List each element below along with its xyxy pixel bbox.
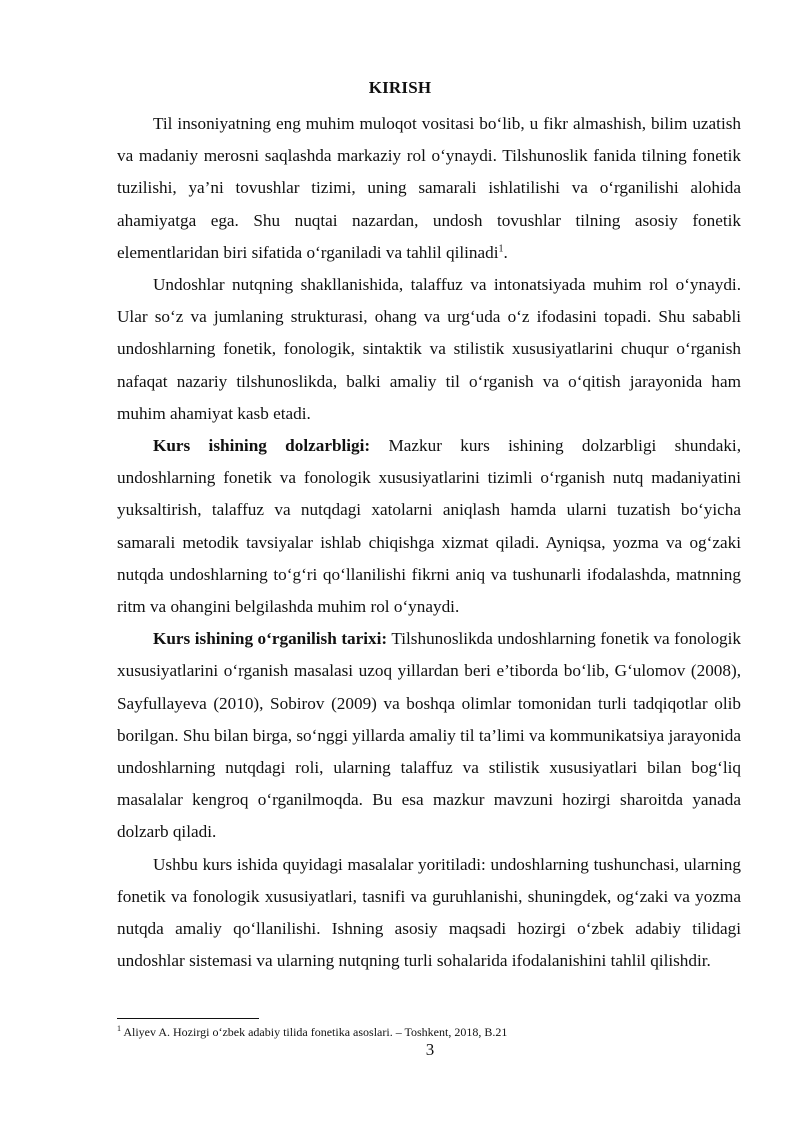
paragraph-3-text: Mazkur kurs ishining dolzarbligi shundaki, undoshlarning fonetik va fonologik xususiyatlarini tizimli o‘rganish nutq madaniyatini yuksaltirish, talaffuz va nutqdagi xatolarni aniqlash hamda ularni tuzatish bo‘yicha samarali metodik tavsiyalar ishlab chiqishga xizmat qiladi. Ayniqsa, yozma va og‘zaki nutqda undoshlarning to‘g‘ri qo‘llanilishi fikrni aniq va tushunarli ifodalashda, matnning ritm va ohangini belgilashda muhim rol o‘ynaydi. <box>117 436 741 617</box>
paragraph-3 <box>117 430 741 623</box>
footnote <box>117 1025 741 1039</box>
footnote-reference: 1 <box>498 243 504 255</box>
history-label: Kurs ishining o‘rganilish tarixi: <box>153 629 388 649</box>
footnote-text: Aliyev A. Hozirgi o‘zbek adabiy tilida fonetika asoslari. – Toshkent, 2018, B.21 <box>121 1025 508 1039</box>
paragraph-1-text: Til insoniyatning eng muhim muloqot vositasi bo‘lib, u fikr almashish, bilim uzatish va madaniy merosni saqlashda markaziy rol o‘ynaydi. Tilshunoslik fanida tilning fonetik tuzilishi, ya’ni tovushlar tizimi, uning samarali ishlatilishi va o‘rganilishi alohida ahamiyatga ega. Shu nuqtai nazardan, undosh tovushlar tilning asosiy fonetik elementlaridan biri sifatida o‘rganiladi va tahlil qilinadi <box>117 114 741 262</box>
paragraph-4 <box>117 623 741 848</box>
relevance-label: Kurs ishining dolzarbligi: <box>153 436 371 456</box>
footnote-divider <box>117 1018 259 1019</box>
section-heading: KIRISH <box>368 78 432 97</box>
footnote-number: 1 <box>117 1024 121 1033</box>
paragraph-1-end: . <box>503 242 508 262</box>
body-text <box>117 108 741 977</box>
paragraph-4-text: Tilshunoslikda undoshlarning fonetik va fonologik xususiyatlarini o‘rganish masalasi uzoq yillardan beri e’tiborda bo‘lib, G‘ulomov (2008), Sayfullayeva (2010), Sobirov (2009) va boshqa olimlar tomonidan turli tadqiqotlar olib borilgan. Shu bilan birga, so‘nggi yillarda amaliy til ta’limi va kommunikatsiya jarayonida undoshlarning nutqdagi roli, ularning talaffuz va stilistik xususiyatlari bilan bog‘liq masalalar kengroq o‘rganilmoqda. Bu esa mazkur mavzuni hozirgi sharoitda yanada dolzarb qiladi. <box>117 629 742 842</box>
paragraph-5: Ushbu kurs ishida quyidagi masalalar yoritiladi: undoshlarning tushunchasi, ularning fonetik va fonologik xususiyatlari, tasnifi va guruhlanishi, shuningdek, og‘zaki va yozma nutqda amaliy qo‘llanilishi. Ishning asosiy maqsadi hozirgi o‘zbek adabiy tilidagi undoshlar sistemasi va ularning nutqning turli sohalarida ifodalanishini tahlil qilishdir. <box>117 854 741 971</box>
page-number: 3 <box>425 1040 435 1059</box>
paragraph-1 <box>117 108 741 269</box>
paragraph-2: Undoshlar nutqning shakllanishida, talaffuz va intonatsiyada muhim rol o‘ynaydi. Ular so‘z va jumlaning strukturasi, ohang va urg‘uda o‘z ifodasini topadi. Shu sababli undoshlarning fonetik, fonologik, sintaktik va stilistik xususiyatlarini chuqur o‘rganish nafaqat nazariy tilshunoslikda, balki amaliy til o‘rganish va o‘qitish jarayonida ham muhim ahamiyat kasb etadi. <box>117 275 741 423</box>
